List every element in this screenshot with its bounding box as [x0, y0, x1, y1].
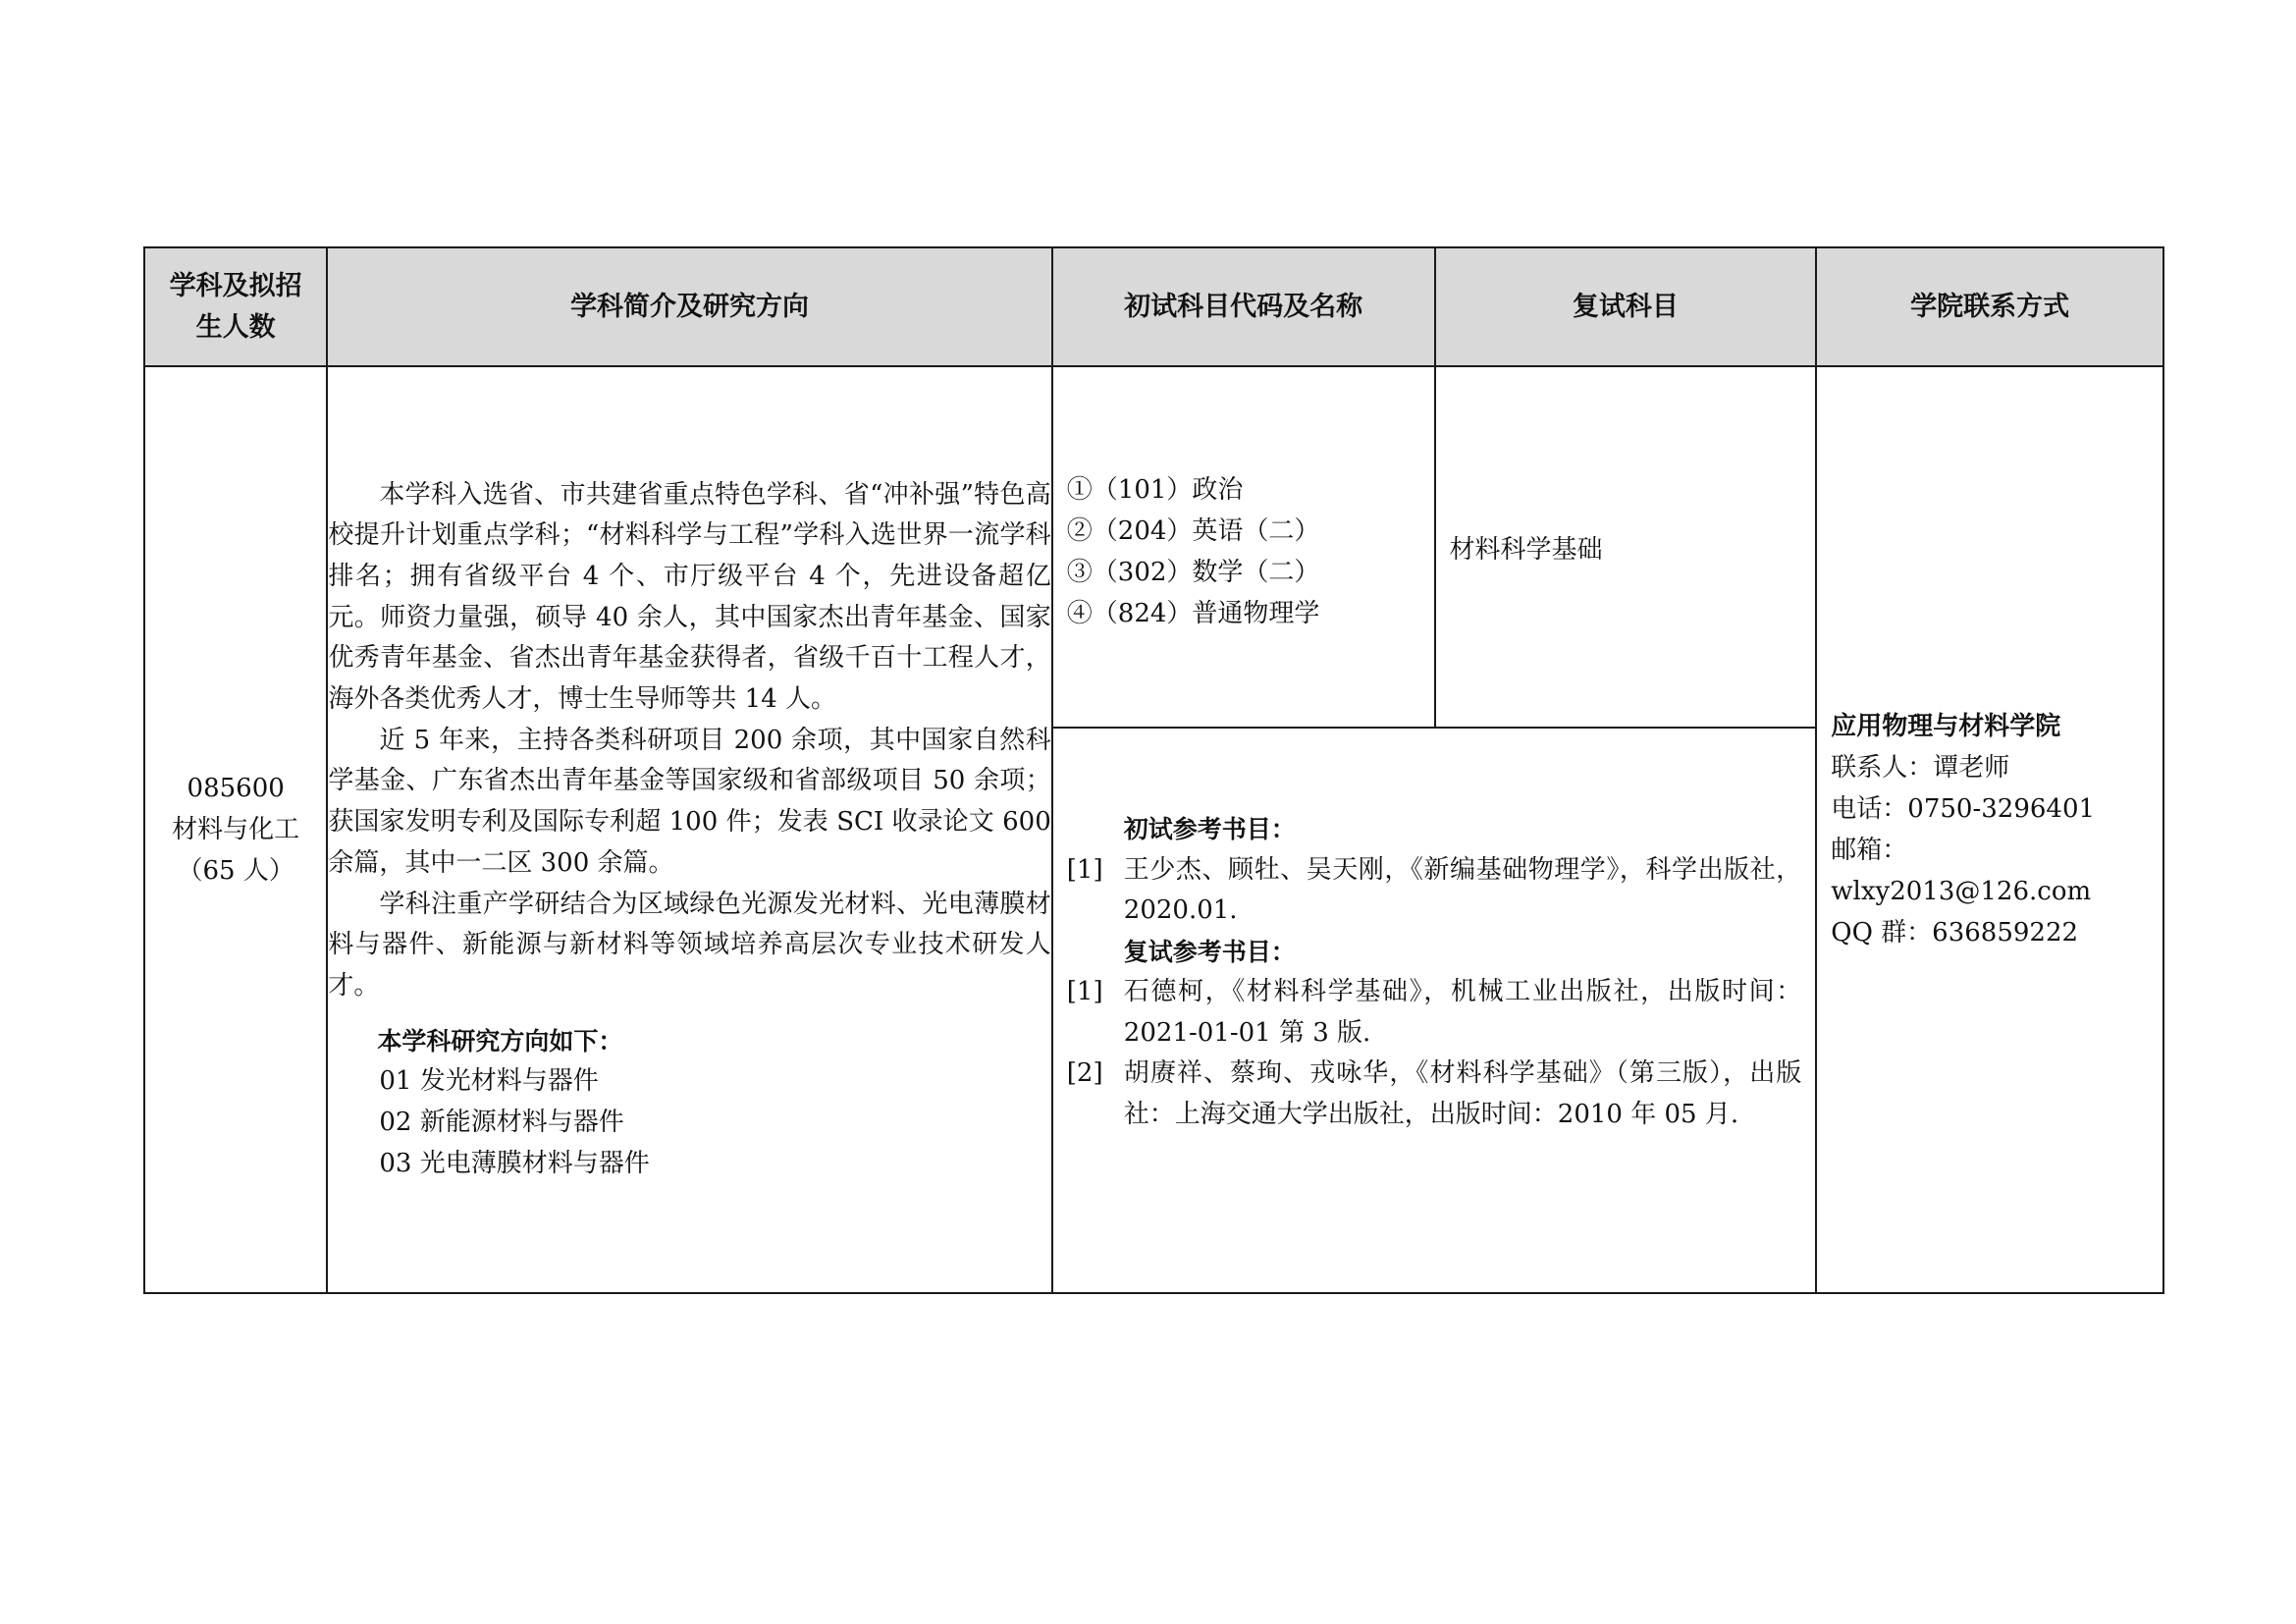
exam-subject-4: ④（824）普通物理学 — [1066, 599, 1320, 628]
subject-quota: （65 人） — [177, 856, 294, 886]
initial-reference-1 — [1067, 850, 1802, 932]
header-row — [144, 247, 2163, 366]
direction-item-1: 01 发光材料与器件 — [379, 1066, 599, 1097]
intro-cell — [327, 366, 1051, 1293]
admissions-table — [143, 246, 2164, 1294]
exam-subject-1: ①（101）政治 — [1066, 475, 1244, 505]
contact-email-label: 邮箱： — [1831, 836, 1908, 865]
intro-paragraph-1: 本学科入选省、市共建省重点特色学科、省“冲补强”特色高校提升计划重点学科；“材料科学与工程”学科入选世界一流学科排名；拥有省级平台 4 个、市厅级平台 4 个，先进设备超亿元。师资力量强，硕导 40 余人，其中国家杰出青年基金、国家优秀青年基金、省杰出青年基金获得者，省级千百十工程人才，海外各类优秀人才，博士生导师等共 14 人。 — [328, 479, 1051, 715]
retest-subject: 材料科学基础 — [1449, 535, 1603, 565]
header-intro: 学科简介及研究方向 — [327, 247, 1051, 366]
contact-school: 应用物理与材料学院 — [1831, 712, 2061, 741]
exam-subjects-cell — [1052, 366, 1435, 728]
header-contact: 学院联系方式 — [1816, 247, 2163, 366]
admissions-table-sheet — [143, 246, 2164, 1292]
subject-cell — [144, 366, 327, 1293]
header-exam: 初试科目代码及名称 — [1052, 247, 1435, 366]
initial-references-heading: 初试参考书目： — [1123, 815, 1296, 843]
references-cell — [1052, 728, 1817, 1293]
retest-references-heading: 复试参考书目： — [1123, 937, 1296, 966]
header-subject: 学科及拟招生人数 — [144, 247, 327, 366]
retest-reference-1 — [1067, 972, 1802, 1054]
header-retest: 复试科目 — [1435, 247, 1817, 366]
retest-reference-2 — [1067, 1054, 1802, 1135]
subject-name: 材料与化工 — [172, 815, 300, 844]
contact-person: 联系人：谭老师 — [1831, 753, 2010, 783]
direction-item-2: 02 新能源材料与器件 — [379, 1108, 624, 1138]
table-row — [144, 366, 2163, 728]
reference-text: 石德柯，《材料科学基础》，机械工业出版社，出版时间：2021-01-01 第 3 版. — [1123, 977, 1802, 1048]
reference-number: [1] — [1066, 854, 1103, 885]
directions-heading: 本学科研究方向如下： — [377, 1026, 623, 1056]
exam-subject-3: ③（302）数学（二） — [1066, 558, 1320, 587]
intro-paragraph-2: 近 5 年来，主持各类科研项目 200 余项，其中国家自然科学基金、广东省杰出青年基金等国家级和省部级项目 50 余项；获国家发明专利及国际专利超 100 件；发表 SCI 收录论文 600 余篇，其中一二区 300 余篇。 — [328, 725, 1051, 878]
exam-subject-2: ②（204）英语（二） — [1066, 516, 1320, 546]
contact-phone: 电话：0750-3296401 — [1831, 794, 2096, 824]
subject-code: 085600 — [187, 774, 285, 803]
contact-email: wlxy2013@126.com — [1831, 877, 2092, 906]
intro-paragraph-3: 学科注重产学研结合为区域绿色光源发光材料、光电薄膜材料与器件、新能源与新材料等领域培养高层次专业技术研发人才。 — [328, 889, 1051, 1001]
reference-number: [1] — [1066, 977, 1103, 1006]
contact-cell — [1816, 366, 2163, 1293]
reference-number: [2] — [1066, 1058, 1103, 1088]
retest-subject-cell — [1435, 366, 1817, 728]
reference-text: 王少杰、顾牡、吴天刚，《新编基础物理学》，科学出版社，2020.01. — [1123, 854, 1802, 925]
reference-text: 胡赓祥、蔡珣、戎咏华，《材料科学基础》（第三版），出版社：上海交通大学出版社，出版时间：2010 年 05 月. — [1123, 1058, 1802, 1129]
direction-item-3: 03 光电薄膜材料与器件 — [379, 1148, 650, 1178]
contact-qq: QQ 群：636859222 — [1831, 918, 2079, 947]
